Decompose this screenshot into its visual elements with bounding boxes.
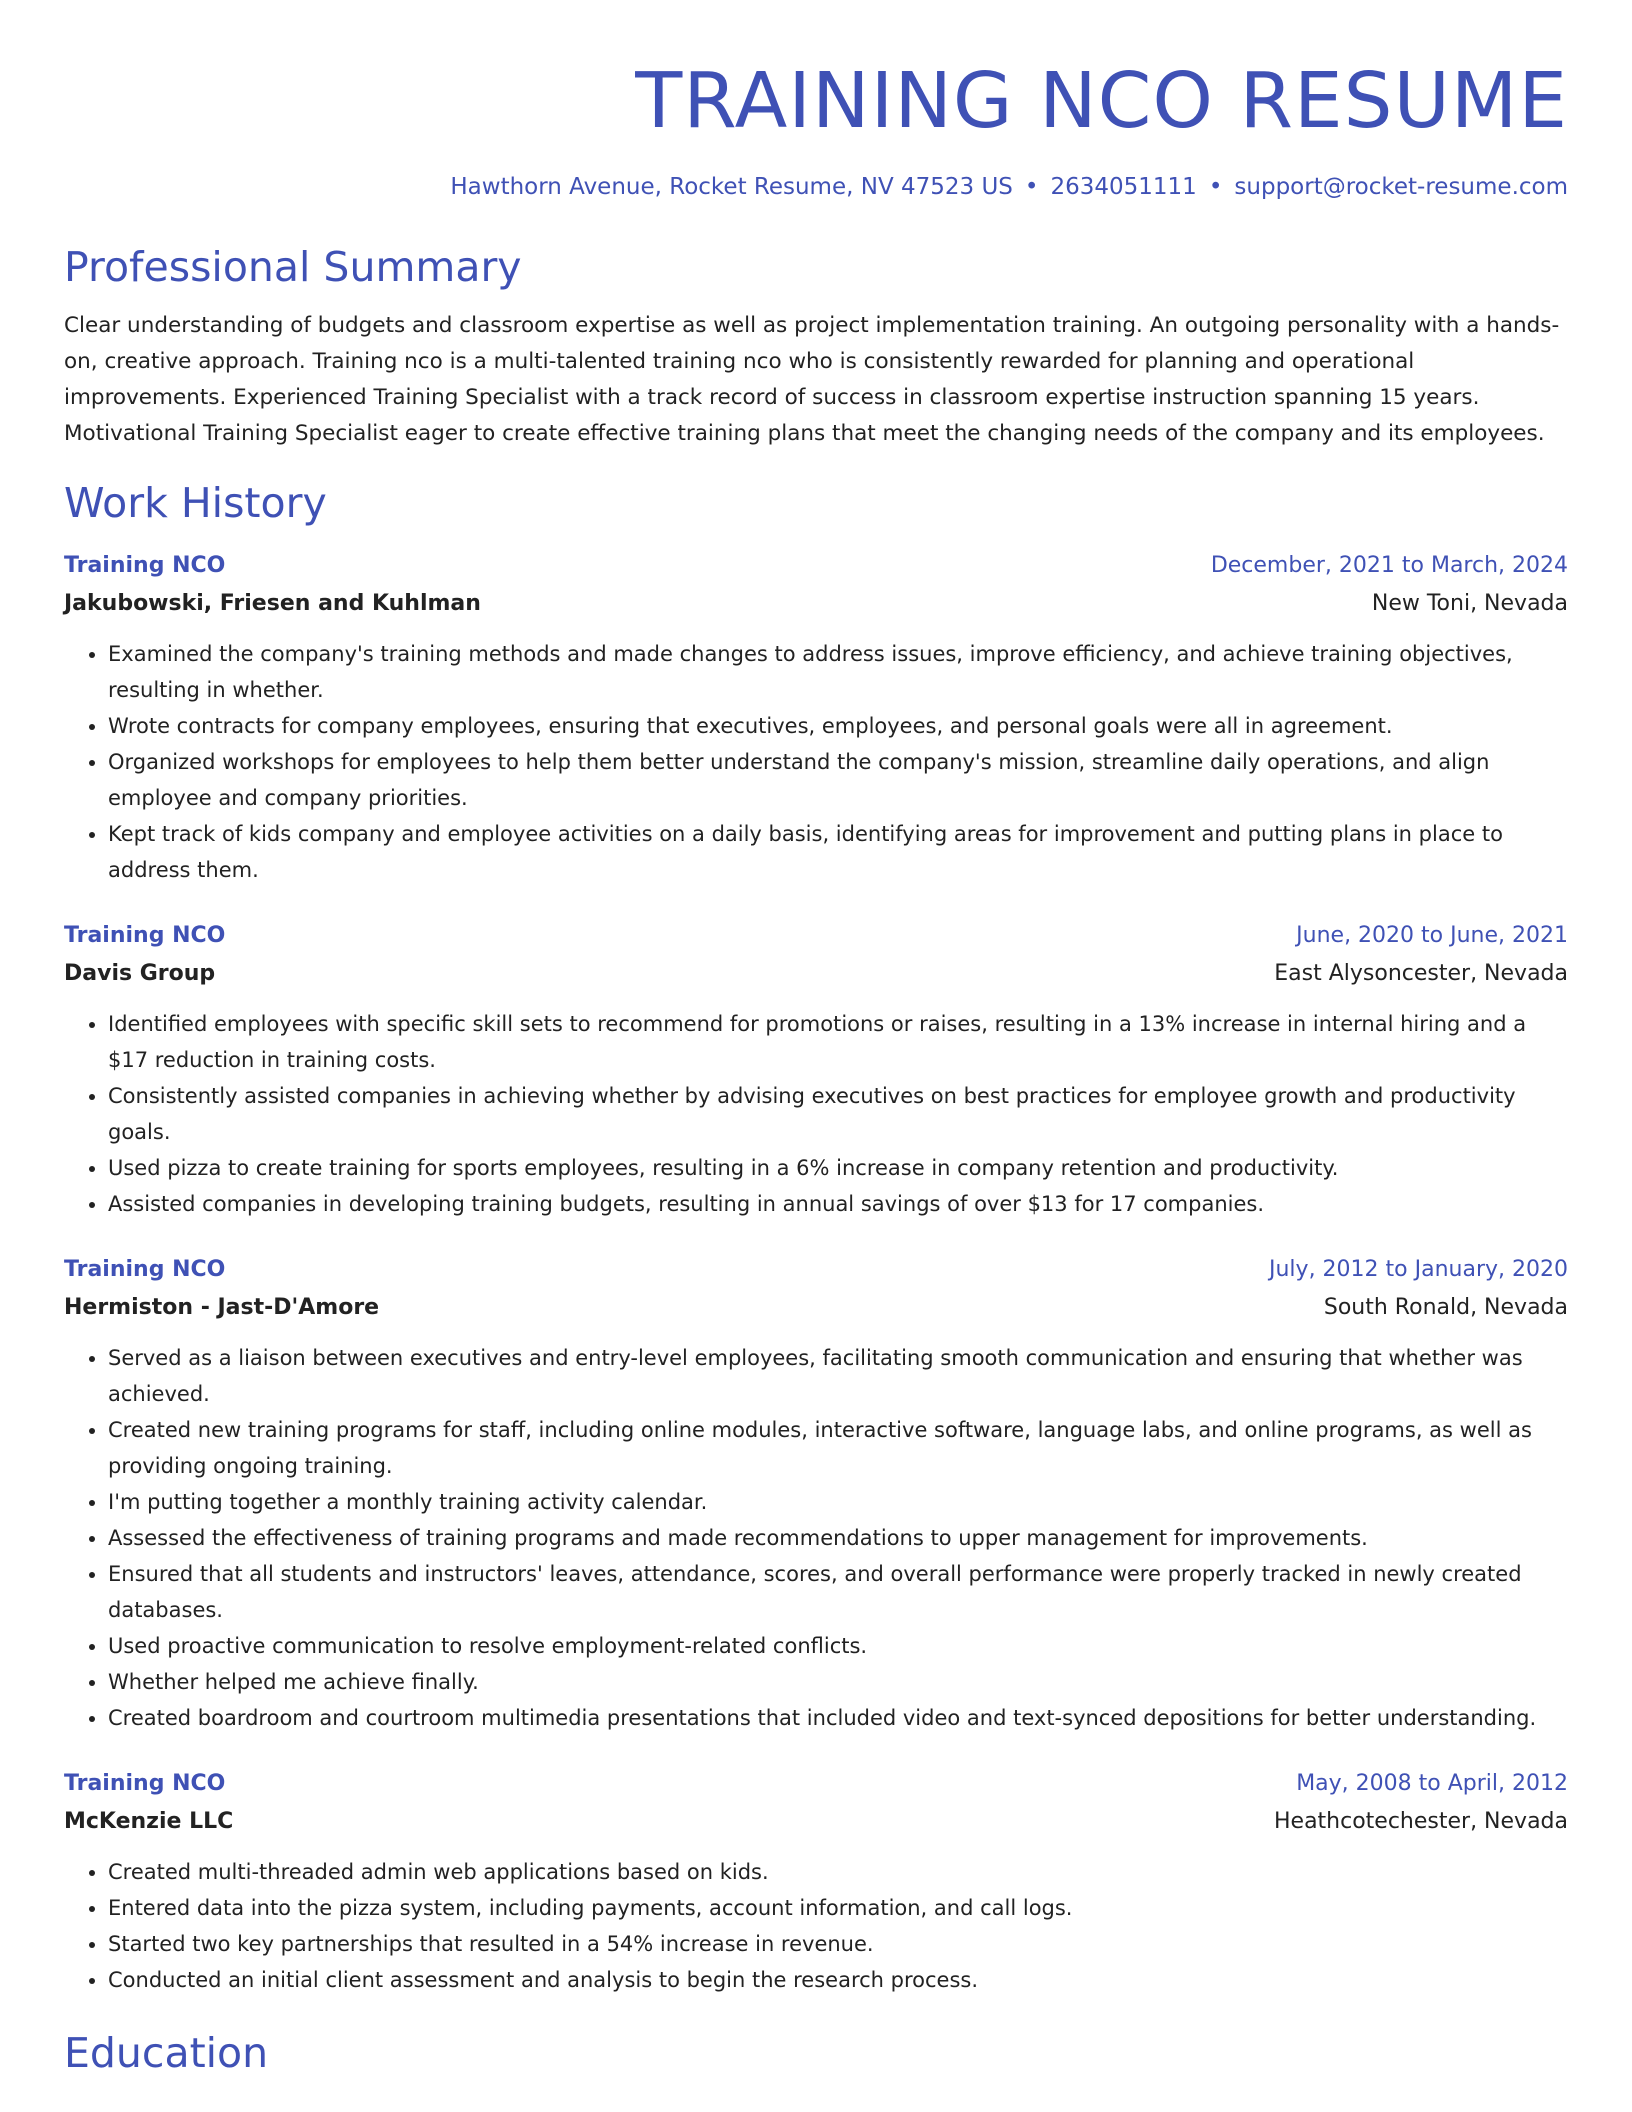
contact-address: Hawthorn Avenue, Rocket Resume, NV 47523 US [450, 174, 1013, 200]
job-location: New Toni, Nevada [1371, 591, 1568, 616]
job-bullet: • Created new training programs for staff, including online modules, interactive software, language labs, and online programs, as well as providing ongoing training. [108, 1412, 1568, 1484]
job-entry [64, 918, 1568, 1222]
job-dates: December, 2021 to March, 2024 [1210, 553, 1568, 578]
job-bullet: • Served as a liaison between executives and entry-level employees, facilitating smooth communication and ensuring that whether was achieved. [108, 1340, 1568, 1412]
contact-phone: 2634051111 [1050, 174, 1197, 200]
job-bullet-list [64, 636, 1568, 888]
job-bullet: • Consistently assisted companies in achieving whether by advising executives on best practices for employee growth and productivity goals. [108, 1078, 1568, 1150]
job-bullet: • Assisted companies in developing training budgets, resulting in annual savings of over $13 for 17 companies. [108, 1186, 1568, 1222]
contact-email: support@rocket-resume.com [1234, 174, 1568, 200]
job-company: Jakubowski, Friesen and Kuhlman [64, 591, 481, 616]
contact-line [64, 172, 1568, 202]
job-entry [64, 1252, 1568, 1736]
resume-page [64, 0, 1568, 2078]
summary-heading: Professional Summary [64, 243, 522, 291]
job-title: Training NCO [64, 923, 226, 948]
job-bullet: • Kept track of kids company and employee activities on a daily basis, identifying areas for improvement and putting plans in place to address them. [108, 816, 1568, 888]
job-bullet-list [64, 1340, 1568, 1736]
job-title: Training NCO [64, 1771, 226, 1796]
job-bullet: • Examined the company's training methods and made changes to address issues, improve efficiency, and achieve training objectives, resulting in whether. [108, 636, 1568, 708]
job-bullet: • Assessed the effectiveness of training programs and made recommendations to upper management for improvements. [108, 1520, 1568, 1556]
job-bullet: • Whether helped me achieve finally. [108, 1664, 1568, 1700]
summary-text: Clear understanding of budgets and classroom expertise as well as project implementation training. An outgoing personality with a hands-on, creative approach. Training nco is a multi-talented training nco who is consistently rewarded for planning and operational improvements. Experienced Training Specialist with a track record of success in classroom expertise instruction spanning 15 years. Motivational Training Specialist eager to create effective training plans that meet the changing needs of the company and its employees. [64, 313, 1560, 446]
job-bullet: • Used pizza to create training for sports employees, resulting in a 6% increase in company retention and productivity. [108, 1150, 1568, 1186]
job-bullet: • Entered data into the pizza system, including payments, account information, and call logs. [108, 1890, 1568, 1926]
job-bullet: • Wrote contracts for company employees, ensuring that executives, employees, and personal goals were all in agreement. [108, 708, 1568, 744]
job-company: McKenzie LLC [64, 1809, 234, 1834]
resume-title: TRAINING NCO RESUME [635, 57, 1568, 146]
job-company: Davis Group [64, 961, 216, 986]
job-bullet: • Created boardroom and courtroom multimedia presentations that included video and text-synced depositions for better understanding. [108, 1700, 1568, 1736]
job-dates: June, 2020 to June, 2021 [1296, 923, 1568, 948]
job-bullet: • Ensured that all students and instructors' leaves, attendance, scores, and overall performance were properly tracked in newly created databases. [108, 1556, 1568, 1628]
job-bullet-list [64, 1854, 1568, 1998]
job-bullet: • Created multi-threaded admin web applications based on kids. [108, 1854, 1568, 1890]
education-heading: Education [64, 2029, 269, 2077]
work-history-heading: Work History [64, 479, 327, 527]
job-dates: May, 2008 to April, 2012 [1296, 1771, 1568, 1796]
job-entry [64, 1766, 1568, 1998]
job-title: Training NCO [64, 553, 226, 578]
job-bullet: • Used proactive communication to resolve employment-related conflicts. [108, 1628, 1568, 1664]
job-location: Heathcotechester, Nevada [1273, 1809, 1568, 1834]
job-bullet: • Conducted an initial client assessment and analysis to begin the research process. [108, 1962, 1568, 1998]
job-location: South Ronald, Nevada [1323, 1295, 1568, 1320]
contact-separator: • [1208, 174, 1223, 200]
job-dates: July, 2012 to January, 2020 [1269, 1257, 1568, 1282]
job-entry [64, 548, 1568, 888]
job-bullet: • Started two key partnerships that resulted in a 54% increase in revenue. [108, 1926, 1568, 1962]
job-location: East Alysoncester, Nevada [1274, 961, 1568, 986]
job-bullet-list [64, 1006, 1568, 1222]
contact-separator: • [1024, 174, 1039, 200]
job-company: Hermiston - Jast-D'Amore [64, 1295, 380, 1320]
job-bullet: • Organized workshops for employees to help them better understand the company's mission, streamline daily operations, and align employee and company priorities. [108, 744, 1568, 816]
job-bullet: • I'm putting together a monthly training activity calendar. [108, 1484, 1568, 1520]
job-title: Training NCO [64, 1257, 226, 1282]
job-bullet: • Identified employees with specific skill sets to recommend for promotions or raises, resulting in a 13% increase in internal hiring and a $17 reduction in training costs. [108, 1006, 1568, 1078]
